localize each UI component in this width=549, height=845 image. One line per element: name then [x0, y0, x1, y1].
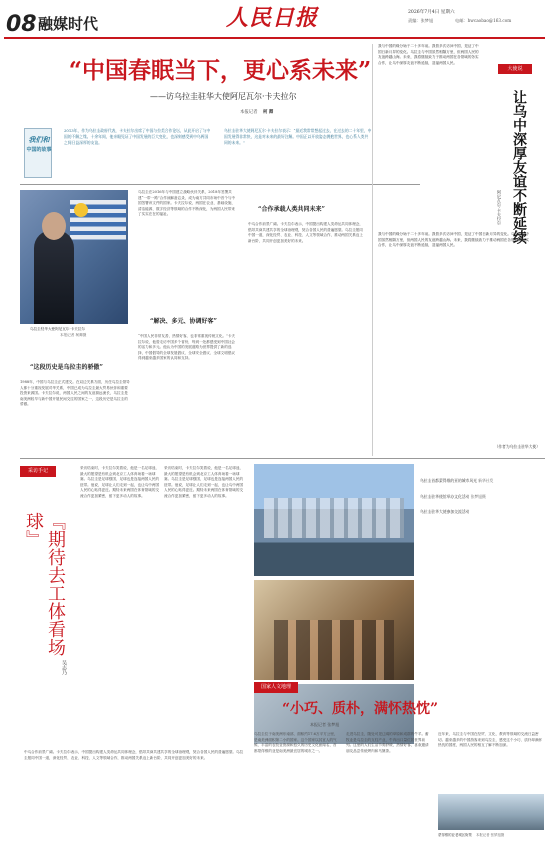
sidebar-text-copy: 我与中国的缘分始于二十多年前。我曾多次访问中国，见证了中国日新月异的变化。乌拉圭与中国虽然相隔万里，但两国人民的友谊跨越山海。未来，我将继续致力于推动两国在各领域的务实合作，让乌中深厚友谊不断延续，造福两国人民。 [378, 232, 529, 248]
city-buildings [264, 498, 404, 538]
bottom-tag: 国家人文地理 [254, 682, 298, 693]
section-head-1: “这段历史是乌拉圭的骄傲” [30, 364, 103, 371]
person-head [42, 212, 66, 240]
date-line: 2026年7月4日 星期六 [408, 10, 455, 15]
intro-rule [20, 184, 420, 185]
email-line: 电邮：hwcaobao@163.com [455, 18, 512, 23]
bottom-title: “小巧、质朴，满怀热忱” [282, 701, 439, 717]
bottom-byline: 本报记者 张梦旭 [310, 722, 340, 727]
photo-caption-3 [420, 509, 540, 515]
middle-rule [20, 458, 545, 459]
headline: “中国春眠当下，更心系未来” [68, 57, 372, 84]
body-col2: 乌拉圭在2016年与中国建立战略伙伴关系，2018年签署共建“一带一路”合作谅解备忘录，成为南方共同市场中首个与中国签署该文件的国家。卡夫拉尔说，两国在农业、基础设施、清洁能源、数字经济等领域的合作不断深化，为两国人民带来了实实在在的福祉。 [138, 190, 236, 217]
photo1-caption: 乌拉圭驻华大使阿尼瓦尔·卡夫拉尔 [30, 327, 86, 331]
column-author: 吴志乃 [61, 660, 67, 675]
paper-logo: 人民日报 [226, 5, 319, 31]
bottom-col1: 乌拉圭位于南美洲东南部，面积约17.6万平方公里，是南美洲面积第二小的国家。这个国家以其宜人的气候、丰富的农牧业资源和悠久的历史文化而闻名，首都蒙得维的亚是南美洲最宜居的城市之一。 [254, 732, 338, 753]
sidebar-tag: 大使说 [498, 64, 532, 74]
bottom-photo-caption [438, 833, 544, 838]
sidebar-rule [372, 44, 373, 456]
column-text-3: 中乌合作前景广阔。卡夫拉尔表示，中国提出构建人类命运共同体理念，倡导共商共建共享的全球治理观，契合各国人民的普遍愿望。乌拉圭愿同中国一道，深化经贸、农业、科技、人文等领域合作，推动两国关系迈上新台阶，共同开创更加美好的未来。 [24, 750, 244, 760]
intro-text: 2013年，作为乌拉圭政府代表，卡夫拉尔出席了中国与拉美合作论坛，从此开启了与中国的不解之缘。十余年间，他亲眼见证了中国发展的巨大变化，也深刻感受到中乌两国之间日益深厚的友谊。 [64, 128, 211, 145]
event-photo-1 [254, 580, 414, 680]
sidebar-title: 让乌中深厚友谊不断延续 [511, 90, 527, 244]
headline-subtitle: ——访乌拉圭驻华大使阿尼瓦尔·卡夫拉尔 [150, 92, 297, 101]
intro-text-2: 乌拉圭驻华大使阿尼瓦尔·卡夫拉尔表示：“最近我常常想起过去，在过去的二十年里，中国发展得非常快，这是对未来的最好注解。中国正以开放姿态拥抱世界，也心系人类共同的未来。” [224, 128, 372, 145]
sidebar-text-top: 我与中国的缘分始于二十多年前。我曾多次访问中国，见证了中国日新月异的变化。乌拉圭与中国虽然相隔万里，但两国人民的友谊跨越山海。未来，我将继续致力于推动两国在各领域的务实合作，让乌中深厚友谊不断延续，造福两国人民。 [378, 44, 479, 65]
bottom-photo [438, 794, 544, 830]
sidebar-subtitle: 阿尼瓦尔·卡夫拉尔 [497, 190, 502, 225]
bottom-col3: 近年来，乌拉圭与中国在经贸、文化、教育等领域的交流日益密切。越来越多的中国游客来到乌拉圭，感受这个小巧、质朴却满怀热忱的国度，两国人民的相互了解不断加深。 [438, 732, 543, 748]
byline-label: 本报记者 [240, 110, 258, 115]
intro-badge [24, 128, 52, 178]
photo-caption-3-text: 乌拉圭驻华大使参加交流活动 [420, 509, 470, 515]
bottom-photo-caption-text: 蒙得维的亚老城区街景 [438, 833, 472, 837]
bottom-photo-credit: 本报记者 张梦旭摄 [475, 833, 505, 837]
flag-sun-icon [74, 203, 88, 217]
bottom-col2: 走进乌拉圭，随处可见辽阔的草原和成群的牛羊。畜牧业是乌拉圭的支柱产业，牛肉出口量位居世界前列。这里的人们生活节奏舒缓，热情好客，喜欢邀请朋友品尝传统烤肉和马黛茶。 [346, 732, 429, 753]
section-head-2: “解决、多元、协调好客” [150, 318, 217, 325]
body-col1: 1988年，中国与乌拉圭正式建交。在双边关系方面，历任乌拉圭领导人都十分重视发展对华关系，中国已成为乌拉圭最大贸易伙伴和重要投资来源国。卡夫拉尔说，两国人民之间的友谊源远流长，乌拉圭是南美洲较早与新中国开展民间交往的国家之一，这段历史是乌拉圭的骄傲。 [20, 380, 130, 407]
column-title: 『期待去工体看场球』 [23, 512, 66, 656]
photo-caption-1-text: 乌拉圭首都蒙得维的亚的城市风光 [420, 478, 477, 483]
intro-badge-line1: 我们和 [28, 135, 50, 144]
photo-captions [420, 478, 540, 515]
intro-badge-line2: 中国的故事 [26, 147, 52, 153]
photo-caption-1 [420, 478, 540, 484]
headline-byline [240, 110, 273, 116]
ambassador-photo [20, 190, 128, 324]
section-head-3: “合作承载人类共同未来” [258, 206, 325, 213]
photo1-credit: 本报记者 柯卿摄 [60, 333, 87, 337]
sidebar-credit: （作者为乌拉圭驻华大使） [494, 444, 540, 449]
photo-caption-1-credit: 新华社发 [478, 478, 494, 483]
body-col3: “中国人民非常友善，热情好客，也非常重视传统文化。”卡夫拉尔说，他曾走访中国多个省份，每到一处都感受到中国社会的活力和多元。他认为中国的发展道路为世界提供了新的选择，中国倡导的全球发展倡议、全球安全倡议、全球文明倡议得到越来越多国家的认同和支持。 [138, 334, 236, 361]
column-text-2: 采访结束时，卡夫拉尔笑着说，他是一名足球迷，最大的愿望是有机会到北京工人体育场看一场球赛。乌拉圭是足球强国，足球也是连接两国人民的纽带。他说，足球让人们走到一起，也让乌中两国人民的心贴得更近。期待未来两国在体育领域的交流合作更加紧密，留下更多动人的故事。 [164, 466, 244, 498]
section-name: 融媒时代 [38, 15, 99, 33]
event-people [274, 620, 394, 680]
city-photo [254, 464, 414, 576]
column-text-1: 采访结束时，卡夫拉尔笑着说，他是一名足球迷，最大的愿望是有机会到北京工人体育场看一场球赛。乌拉圭是足球强国，足球也是连接两国人民的纽带。他说，足球让人们走到一起，也让乌中两国人民的心贴得更近。期待未来两国在体育领域的交流合作更加紧密，留下更多动人的故事。 [80, 466, 160, 498]
sidebar-text-bottom [378, 232, 532, 442]
column-tag: 采访手记 [20, 466, 56, 477]
body-col4: 中乌合作前景广阔。卡夫拉尔表示，中国提出构建人类命运共同体理念，倡导共商共建共享的全球治理观，契合各国人民的普遍愿望。乌拉圭愿同中国一道，深化经贸、农业、科技、人文等领域合作，推动两国关系迈上新台阶，共同开创更加美好的未来。 [248, 222, 363, 243]
page-number: 08 [6, 12, 37, 37]
masthead-rule [4, 37, 545, 39]
byline-name: 柯 卿 [262, 110, 274, 115]
photo-caption-2-text: 乌拉圭驻华使馆举办文化活动 [420, 493, 470, 499]
person-silhouette [34, 230, 74, 324]
editor-line: 责编：张梦旭 [408, 18, 434, 23]
photo-caption-2-credit: 张梦旭摄 [470, 493, 486, 499]
photo-caption-2 [420, 494, 540, 500]
masthead [0, 0, 549, 42]
